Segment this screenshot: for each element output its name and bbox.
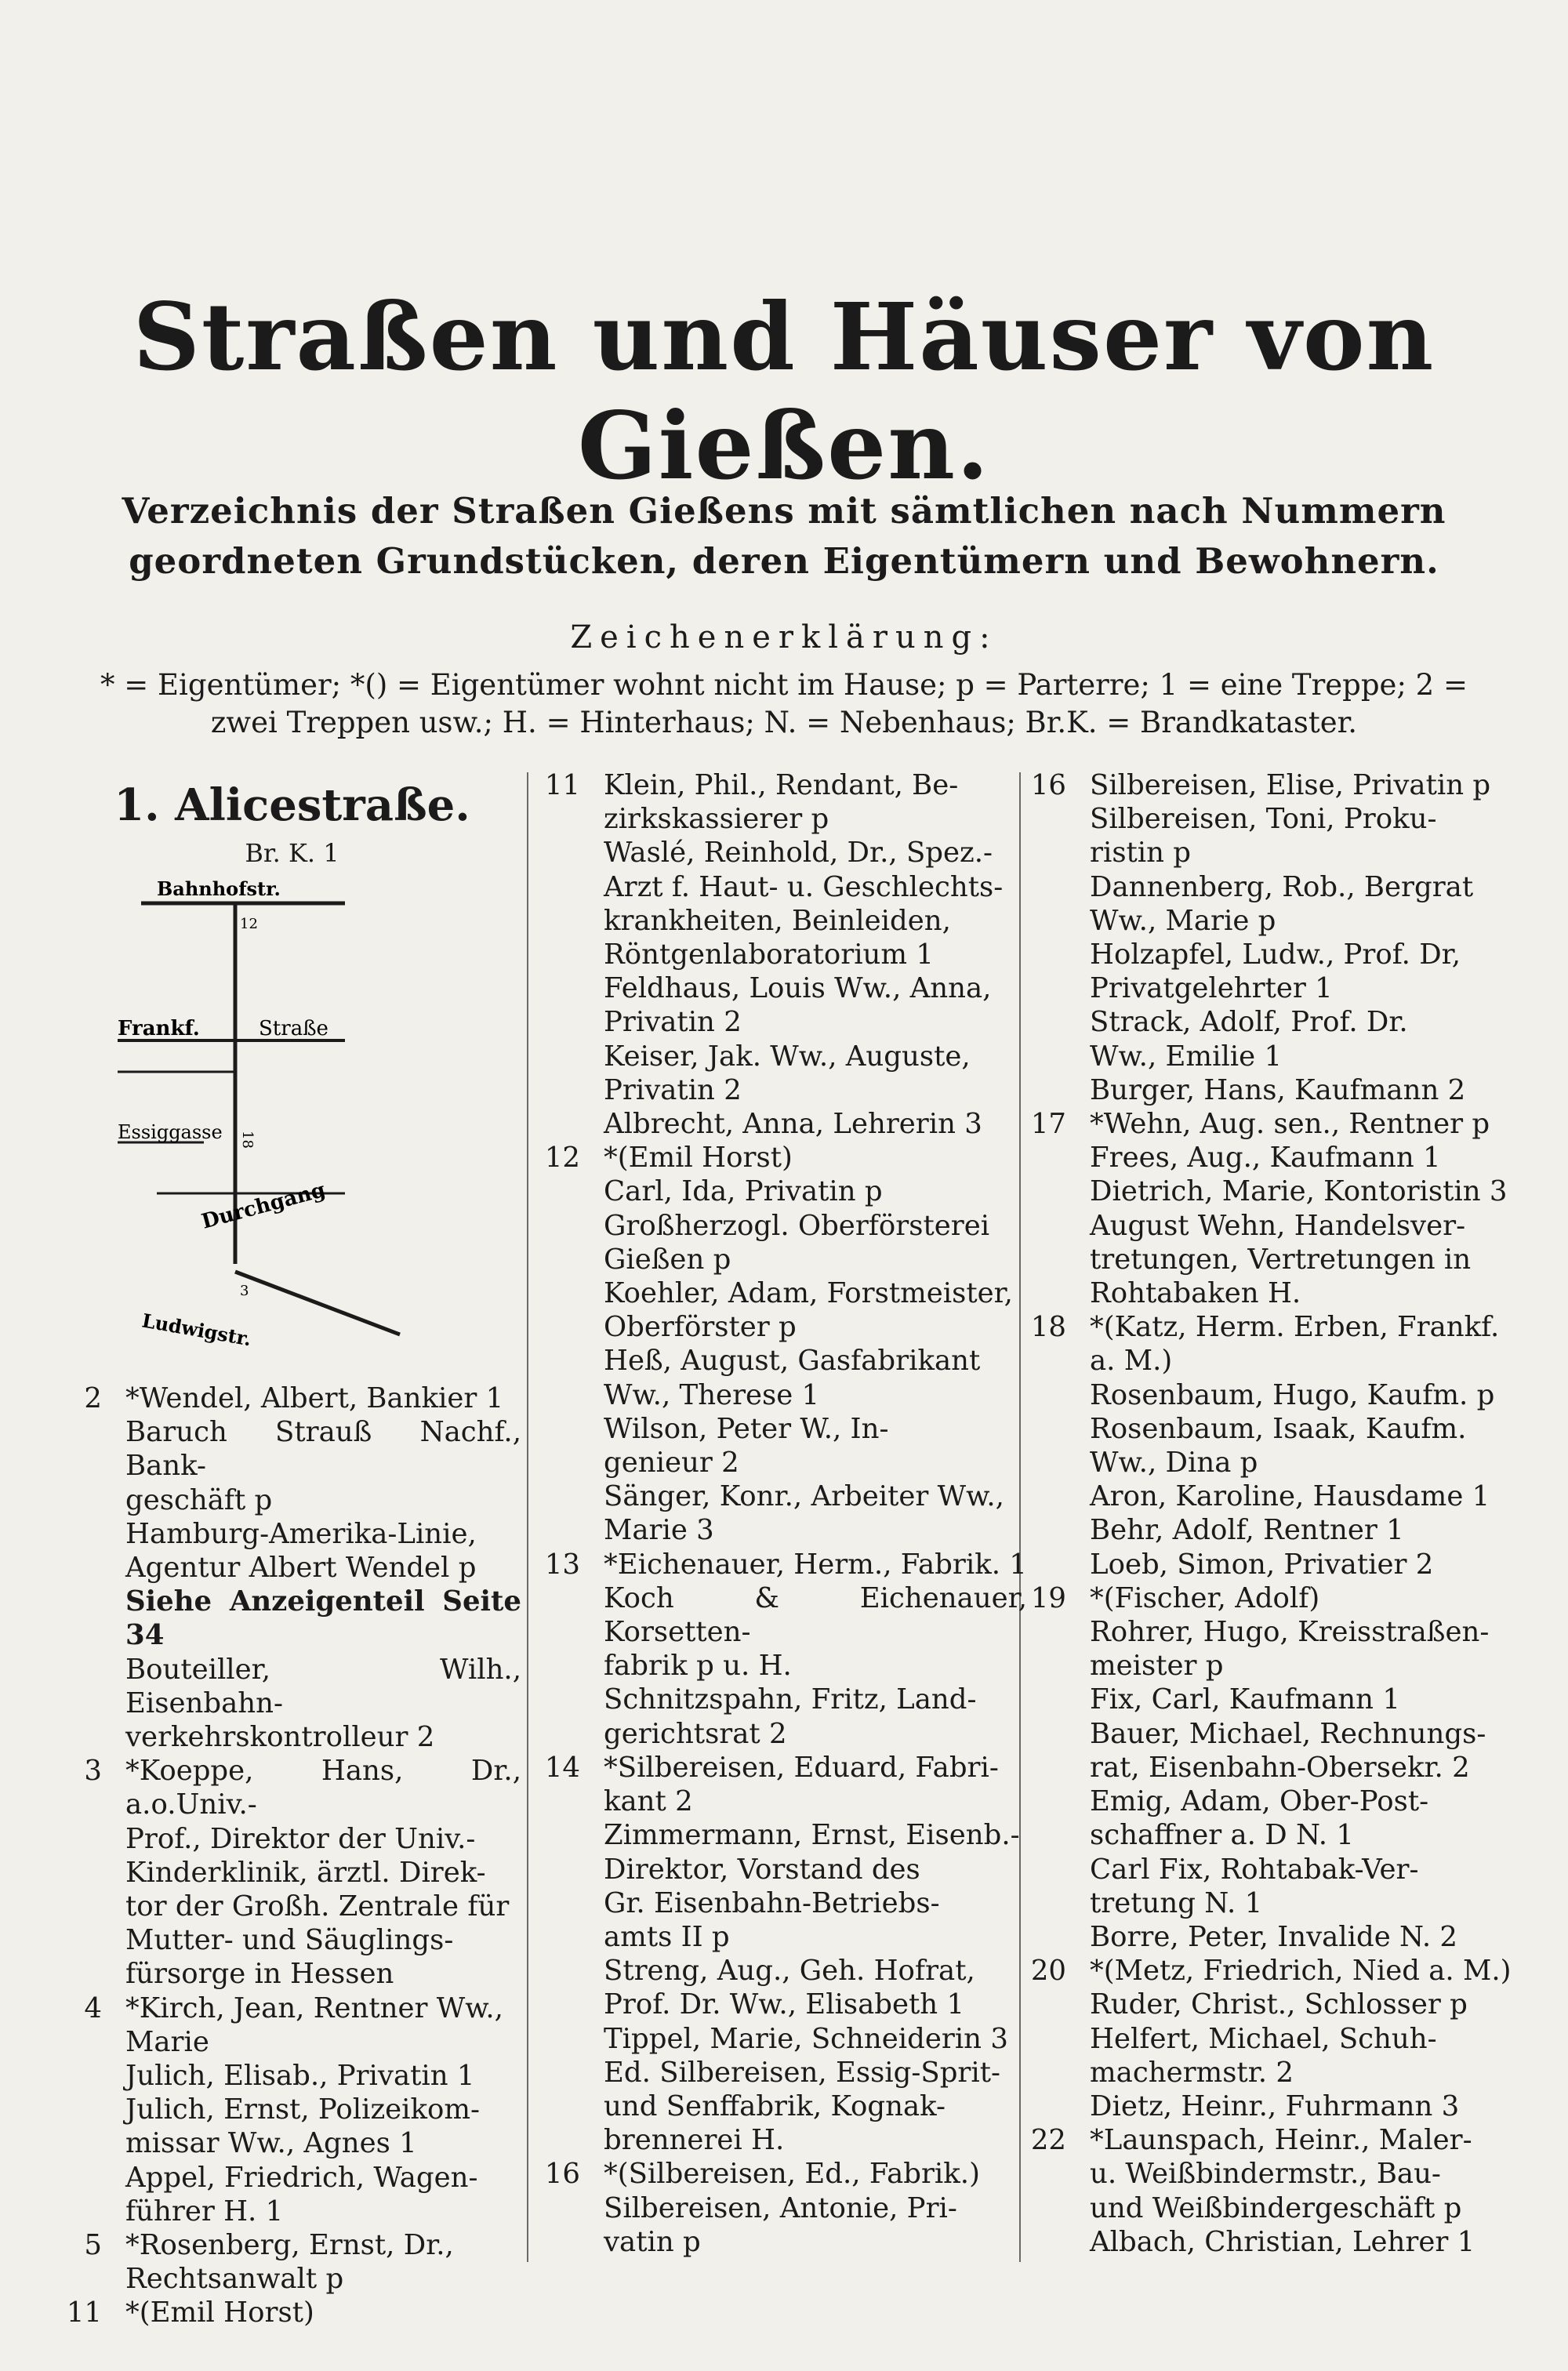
entry-line: genieur 2 [604, 1447, 739, 1480]
house-number: 13 [544, 1548, 580, 1581]
entry-line: Helfert, Michael, Schuh- [1090, 2022, 1437, 2055]
entry-line: Rohtabaken H. [1090, 1277, 1301, 1310]
entry-line: und Senffabrik, Kognak- [604, 2090, 946, 2122]
entry-line: Emig, Adam, Ober-Post- [1090, 1785, 1429, 1818]
entry-line: amts II p [604, 1920, 730, 1953]
house-entry [63, 1992, 521, 2228]
entry-line: ristin p [1090, 837, 1192, 870]
entry-line: *Koeppe, Hans, Dr., a.o.Univ.- [125, 1755, 521, 1821]
entry-line: Ruder, Christ., Schlosser p [1090, 1988, 1468, 2021]
entry-line: verkehrskontrolleur 2 [125, 1721, 435, 1754]
house-entry [1027, 1581, 1513, 1954]
entry-line: Julich, Ernst, Polizeikom- [125, 2093, 481, 2126]
entry-line: Holzapfel, Ludw., Prof. Dr, [1090, 939, 1461, 971]
house-entry [1027, 1310, 1513, 1581]
entry-line: Rosenbaum, Isaak, Kaufm. [1090, 1412, 1467, 1445]
entry-line: Marie 3 [604, 1514, 714, 1547]
entry-line: Oberförster p [604, 1311, 797, 1344]
entry-line: *Silbereisen, Eduard, Fabri- [604, 1751, 999, 1784]
column-3-entries [1027, 768, 1513, 2259]
entry-line: Prof., Direktor der Univ.- [125, 1822, 476, 1855]
entry-line: Albrecht, Anna, Lehrerin 3 [604, 1108, 982, 1141]
house-entry [1027, 2123, 1513, 2259]
bleed-through-text [933, 86, 941, 114]
entry-line: gerichtsrat 2 [604, 1717, 787, 1750]
column-2-entries [541, 768, 1027, 2259]
map-label-num-bot: 3 [240, 1283, 249, 1299]
entry-line: Privatin 2 [604, 1073, 742, 1106]
entry-line: Ed. Silbereisen, Essig-Sprit- [604, 2056, 1001, 2089]
entry-line: Fix, Carl, Kaufmann 1 [1090, 1683, 1400, 1716]
entry-line: u. Weißbindermstr., Bau- [1090, 2158, 1441, 2191]
entry-line: Klein, Phil., Rendant, Be- [604, 769, 959, 801]
entry-line: Frees, Aug., Kaufmann 1 [1090, 1142, 1441, 1175]
entry-line: Aron, Karoline, Hausdame 1 [1090, 1480, 1490, 1513]
entry-line: machermstr. 2 [1090, 2056, 1294, 2089]
entry-line: tretungen, Vertretungen in [1090, 1243, 1472, 1276]
entry-line: rat, Eisenbahn-Obersekr. 2 [1090, 1751, 1470, 1784]
house-entry [63, 1754, 521, 1991]
entry-line: Gießen p [604, 1243, 731, 1276]
entry-line: Agentur Albert Wendel p [125, 1552, 477, 1585]
entry-line: *(Silbereisen, Ed., Fabrik.) [604, 2158, 980, 2191]
house-entry [63, 2228, 521, 2296]
entry-line: vatin p [604, 2225, 701, 2258]
house-number: 11 [544, 769, 580, 801]
entry-line: Carl Fix, Rohtabak-Ver- [1090, 1853, 1419, 1886]
entry-line: Rosenbaum, Hugo, Kaufm. p [1090, 1378, 1495, 1411]
map-label-durchgang: Durchgang [199, 1178, 328, 1234]
legend-heading: Zeichenerklärung: [570, 619, 998, 655]
entry-line: Heß, August, Gasfabrikant [604, 1345, 981, 1378]
entry-line: *(Emil Horst) [125, 2297, 314, 2329]
column-1 [63, 768, 521, 2330]
entry-line: krankheiten, Beinleiden, [604, 904, 951, 937]
house-entry [1027, 1107, 1513, 1310]
house-number: 14 [544, 1751, 580, 1784]
entry-line: Großherzogl. Oberförsterei [604, 1209, 990, 1242]
house-number: 19 [1030, 1581, 1066, 1614]
entry-line: Baruch Strauß Nachf., Bank- [125, 1416, 521, 1483]
entry-line: *Eichenauer, Herm., Fabrik. 1 [604, 1548, 1027, 1581]
street-brandkataster: Br. K. 1 [245, 838, 339, 868]
house-entry [63, 1585, 521, 1652]
house-entry [541, 1141, 1027, 1547]
entry-line: Rohrer, Hugo, Kreisstraßen- [1090, 1616, 1490, 1649]
entry-line: und Weißbindergeschäft p [1090, 2191, 1462, 2224]
entry-line: Ww., Dina p [1090, 1447, 1258, 1480]
entry-line: brennerei H. [604, 2124, 785, 2157]
entry-line: Sänger, Konr., Arbeiter Ww., [604, 1480, 1004, 1513]
entry-line: Wilson, Peter W., In- [604, 1412, 889, 1445]
entry-line: kant 2 [604, 1785, 693, 1818]
entry-line: Ww., Marie p [1090, 904, 1276, 937]
entry-line: tretung N. 1 [1090, 1886, 1263, 1919]
entry-line: Dietrich, Marie, Kontoristin 3 [1090, 1175, 1508, 1208]
entry-line: Strack, Adolf, Prof. Dr. [1090, 1006, 1408, 1039]
entry-line: Zimmermann, Ernst, Eisenb.- [604, 1819, 1020, 1852]
entry-line: Julich, Elisab., Privatin 1 [125, 2060, 475, 2093]
page-title: Straßen und Häuser von Gießen. [132, 282, 1436, 500]
column-2 [541, 768, 1027, 2259]
house-entry [541, 1548, 1027, 1751]
house-entry [541, 768, 1027, 1141]
entry-line: Schnitzspahn, Fritz, Land- [604, 1683, 977, 1716]
column-divider [527, 772, 528, 2262]
house-number: 3 [84, 1755, 102, 1788]
entry-line: Rechtsanwalt p [125, 2263, 344, 2296]
entry-line: Burger, Hans, Kaufmann 2 [1090, 1073, 1466, 1106]
entry-line: Prof. Dr. Ww., Elisabeth 1 [604, 1988, 965, 2021]
map-label-ludwigstr: Ludwigstr. [140, 1309, 253, 1351]
entry-line: a. M.) [1090, 1345, 1173, 1378]
house-number: 5 [84, 2229, 102, 2262]
entry-line: Siehe Anzeigenteil Seite 34 [125, 1585, 521, 1652]
map-label-frankf: Frankf. [118, 1017, 200, 1040]
entry-line: Röntgenlaboratorium 1 [604, 939, 934, 971]
entry-line: *Rosenberg, Ernst, Dr., [125, 2229, 454, 2262]
entry-line: Gr. Eisenbahn-Betriebs- [604, 1886, 940, 1919]
entry-line: Carl, Ida, Privatin p [604, 1175, 883, 1208]
entry-line: *Kirch, Jean, Rentner Ww., [125, 1992, 503, 2024]
house-number: 17 [1030, 1108, 1066, 1141]
entry-line: *(Katz, Herm. Erben, Frankf. [1090, 1311, 1500, 1344]
house-entry [1027, 1954, 1513, 2123]
entry-line: Keiser, Jak. Ww., Auguste, [604, 1040, 971, 1073]
entry-line: Dietz, Heinr., Fuhrmann 3 [1090, 2090, 1460, 2122]
entry-line: fabrik p u. H. [604, 1650, 792, 1683]
entry-line: Privatgelehrter 1 [1090, 972, 1333, 1005]
entry-line: *(Emil Horst) [604, 1142, 793, 1175]
column-3 [1027, 768, 1513, 2259]
entry-line: Privatin 2 [604, 1006, 742, 1039]
entry-line: Borre, Peter, Invalide N. 2 [1090, 1920, 1457, 1953]
house-number: 16 [1030, 769, 1066, 801]
entry-line: Koch & Eichenauer, Korsetten- [604, 1581, 1027, 1649]
house-number: 18 [1030, 1311, 1066, 1344]
entry-line: *Wendel, Albert, Bankier 1 [125, 1382, 504, 1414]
entry-line: Feldhaus, Louis Ww., Anna, [604, 972, 992, 1005]
map-label-essiggasse: Essiggasse [118, 1121, 223, 1143]
entry-line: fürsorge in Hessen [125, 1958, 394, 1991]
entry-line: Marie [125, 2025, 209, 2058]
entry-line: Tippel, Marie, Schneiderin 3 [604, 2022, 1008, 2055]
street-title: 1. Alicestraße. [114, 779, 470, 831]
entry-line: *Launspach, Heinr., Maler- [1090, 2124, 1472, 2157]
entry-line: Bauer, Michael, Rechnungs- [1090, 1717, 1486, 1750]
entry-line: Silbereisen, Antonie, Pri- [604, 2191, 957, 2224]
entry-line: Appel, Friedrich, Wagen- [125, 2161, 478, 2194]
house-number: 16 [544, 2158, 580, 2191]
entry-line: August Wehn, Handelsver- [1090, 1209, 1466, 1242]
entry-line: Mutter- und Säuglings- [125, 1924, 454, 1957]
entry-line: zirkskassierer p [604, 803, 829, 836]
entry-line: Bouteiller, Wilh., Eisenbahn- [125, 1653, 521, 1719]
entry-line: Dannenberg, Rob., Bergrat [1090, 870, 1474, 903]
column-1-entries [63, 1382, 521, 2330]
house-number: 11 [66, 2297, 102, 2329]
house-entry [541, 1751, 1027, 2157]
entry-line: Kinderklinik, ärztl. Direk- [125, 1856, 486, 1889]
entry-line: Waslé, Reinhold, Dr., Spez.- [604, 837, 993, 870]
entry-line: schaffner a. D N. 1 [1090, 1819, 1354, 1852]
map-label-num-mid: 18 [239, 1131, 256, 1149]
entry-line: Hamburg-Amerika-Linie, [125, 1517, 477, 1550]
entry-line: Arzt f. Haut- u. Geschlechts- [604, 870, 1004, 903]
house-entry [541, 2157, 1027, 2259]
entry-line: meister p [1090, 1650, 1224, 1683]
map-label-num-top: 12 [240, 916, 258, 932]
entry-line: Silbereisen, Elise, Privatin p [1090, 769, 1491, 801]
entry-line: Loeb, Simon, Privatier 2 [1090, 1548, 1434, 1581]
entry-line: *Wehn, Aug. sen., Rentner p [1090, 1108, 1490, 1141]
entry-line: *(Metz, Friedrich, Nied a. M.) [1090, 1955, 1512, 1988]
entry-line: *(Fischer, Adolf) [1090, 1581, 1320, 1614]
house-number: 22 [1030, 2124, 1066, 2157]
house-entry [63, 2296, 521, 2329]
entry-line: missar Ww., Agnes 1 [125, 2127, 417, 2160]
legend-text: * = Eigentümer; *() = Eigentümer wohnt nicht im Hause; p = Parterre; 1 = eine Treppe; 2 = zwei Treppen usw.; H. = Hinterhaus; N. = Nebenhaus; Br.K. = Brandkataster. [100, 668, 1468, 739]
house-entry [63, 1382, 521, 1585]
entry-line: Ww., Emilie 1 [1090, 1040, 1283, 1073]
house-number: 12 [544, 1142, 580, 1175]
street-map [110, 872, 447, 1382]
entry-line: Streng, Aug., Geh. Hofrat, [604, 1955, 975, 1988]
entry-line: Direktor, Vorstand des [604, 1853, 920, 1886]
entry-line: Albach, Christian, Lehrer 1 [1090, 2225, 1475, 2258]
house-number: 20 [1030, 1955, 1066, 1988]
entry-line: tor der Großh. Zentrale für [125, 1890, 510, 1923]
entry-line: geschäft p [125, 1483, 273, 1516]
house-entry [63, 1653, 521, 1755]
house-number: 4 [84, 1992, 102, 2024]
map-label-strasse: Straße [259, 1017, 328, 1040]
map-label-bahnhofstr: Bahnhofstr. [157, 877, 281, 900]
entry-line: Behr, Adolf, Rentner 1 [1090, 1514, 1404, 1547]
house-number: 2 [84, 1382, 102, 1414]
entry-line: Silbereisen, Toni, Proku- [1090, 803, 1437, 836]
entry-line: führer H. 1 [125, 2195, 284, 2228]
entry-line: Ww., Therese 1 [604, 1378, 820, 1411]
page-subtitle: Verzeichnis der Straßen Gießens mit sämtlichen nach Nummern geordneten Grundstücken, deren Eigentümern und Bewohnern. [122, 490, 1446, 582]
house-entry [1027, 768, 1513, 1107]
entry-line: Koehler, Adam, Forstmeister, [604, 1277, 1013, 1310]
